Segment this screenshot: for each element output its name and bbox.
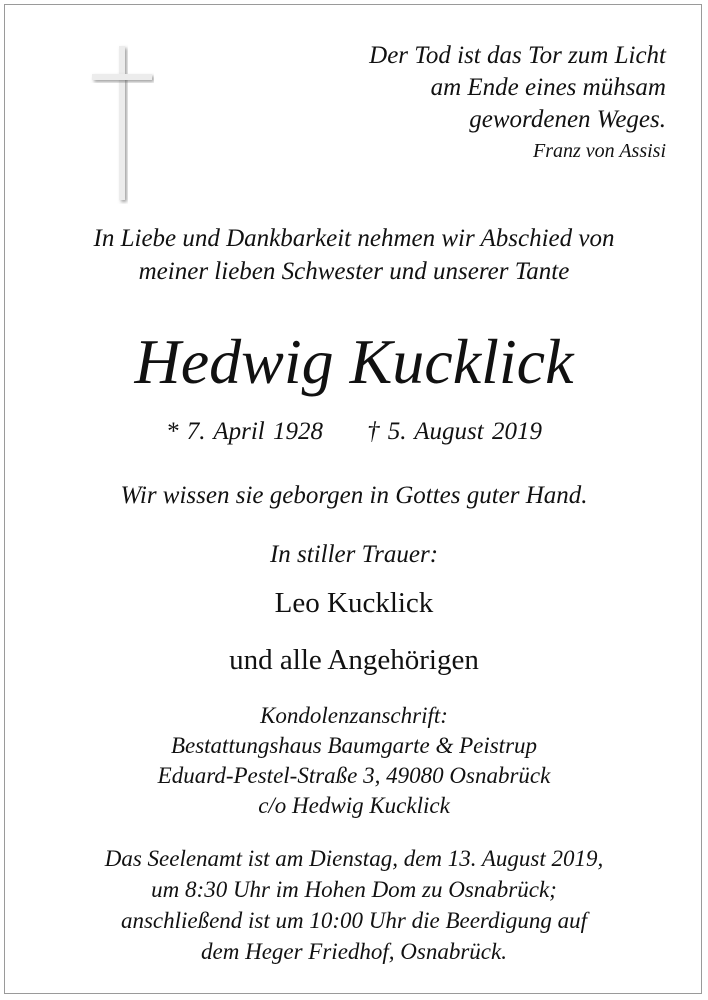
condolence-line: Eduard-Pestel-Straße 3, 49080 Osnabrück — [157, 763, 551, 788]
quote-author: Franz von Assisi — [533, 140, 666, 162]
intro-text — [0, 222, 708, 288]
life-dates — [0, 414, 708, 450]
cross-icon — [90, 44, 154, 204]
quote-line: am Ende eines mühsam — [430, 74, 666, 101]
service-line: dem Heger Friedhof, Osnabrück. — [201, 939, 507, 964]
deceased-name: Hedwig Kucklick — [134, 326, 574, 397]
intro-line: meiner lieben Schwester und unserer Tante — [138, 258, 570, 285]
condolence-line: Kondolenzanschrift: — [260, 703, 448, 728]
mourner-name: Leo Kucklick — [274, 587, 434, 619]
relatives-text: und alle Angehörigen — [229, 644, 479, 676]
service-line: Das Seelenamt ist am Dienstag, dem 13. August 2019, — [104, 846, 604, 871]
condolence-line: c/o Hedwig Kucklick — [258, 793, 450, 818]
condolence-line: Bestattungshaus Baumgarte & Peistrup — [170, 733, 538, 758]
service-line: anschließend ist um 10:00 Uhr die Beerdigung auf — [120, 908, 588, 933]
death-date: † 5. August 2019 — [366, 418, 542, 445]
comfort-text: Wir wissen sie geborgen in Gottes guter Hand. — [120, 482, 588, 509]
mourners-label: In stiller Trauer: — [269, 541, 439, 568]
service-info — [0, 843, 708, 967]
quote-line: Der Tod ist das Tor zum Licht — [369, 42, 666, 69]
service-line: um 8:30 Uhr im Hohen Dom zu Osnabrück; — [151, 877, 557, 902]
condolence-address — [0, 701, 708, 821]
quote-line: gewordenen Weges. — [469, 106, 666, 133]
quote-block — [369, 40, 666, 166]
birth-date: * 7. April 1928 — [166, 418, 323, 445]
intro-line: In Liebe und Dankbarkeit nehmen wir Abschied von — [93, 225, 615, 252]
